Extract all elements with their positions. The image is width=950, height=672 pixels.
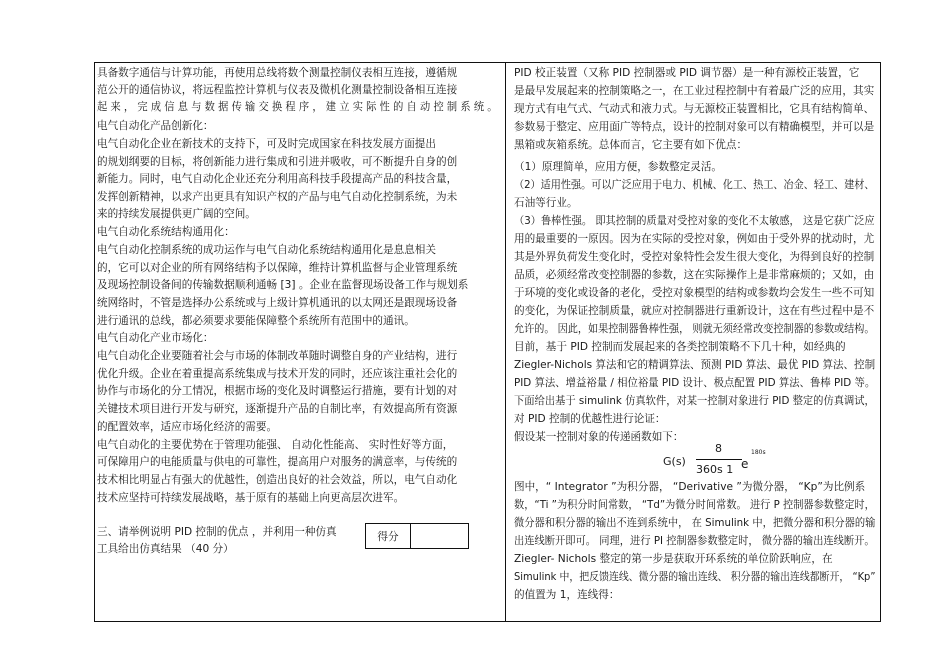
left-line: 起 来 ， 完 成 信 息 与 数 据 传 输 交 换 程 序 ， 建 立 实 际 性 的 自 动 控 制 系 统 。 bbox=[97, 101, 498, 113]
right-line: 黑箱或灰箱系统。总体而言，它主要有如下优点： bbox=[514, 139, 748, 151]
right-line: 目前，基于 PID 控制而发展起来的各类控制策略不下几十种，如经典的 bbox=[514, 341, 846, 353]
formula-lhs: G(s) bbox=[663, 455, 686, 468]
formula-numerator: 8 bbox=[715, 442, 722, 455]
left-line: 电气自动化企业在新技术的支持下，可及时完成国家在科技发展方面提出 bbox=[97, 138, 436, 150]
formula-exp-base: e bbox=[741, 457, 749, 471]
right-line: Ziegler-Nichols 算法和它的精调算法、预测 PID 算法、最优 PID 算法、控制 bbox=[514, 359, 876, 371]
left-line: 进行通讯的总线，都必须要求要能保障整个系统所有范围中的通讯。 bbox=[97, 315, 415, 327]
left-heading: 电气自动化产业市场化： bbox=[97, 332, 214, 344]
left-line: 技术应坚持可持续发展战略，基于原有的基础上向更高层次进军。 bbox=[97, 492, 405, 504]
left-line: 的，它可以对企业的所有网络结构予以保障，维持计算机监督与企业管理系统 bbox=[97, 262, 458, 274]
right-line: 品质，必须经常改变控制器的参数，这在实际操作上是非常麻烦的；又如，由 bbox=[514, 269, 875, 281]
left-line: 及现场控制设备间的传输数据顺利通畅 [3] 。企业在监督现场设备工作与规划系 bbox=[97, 279, 469, 291]
left-line: 电气自动化的主要优势在于管理功能强、 自动化性能高、 实时性好等方面， bbox=[97, 439, 454, 451]
left-line: 的规划纲要的目标，将创新能力进行集成和引进并吸收，可不断提升自身的创 bbox=[97, 156, 458, 168]
left-line: 关键技术项目进行开发与研究，逐渐提升产品的自制比率，有效提高所有资源 bbox=[97, 403, 458, 415]
left-heading: 电气自动化产品创新化： bbox=[97, 120, 214, 132]
left-line: 电气自动化控制系统的成功运作与电气自动化系统结构通用化是息息相关 bbox=[97, 244, 436, 256]
left-line: 技术相比明显占有强大的优越性，创造出良好的社会效益，所以，电气自动化 bbox=[97, 474, 458, 486]
right-line: 对 PID 控制的优越性进行论证： bbox=[514, 413, 666, 425]
right-line: 于环境的变化或设备的老化，受控对象模型的结构或参数均会发生一些不可知 bbox=[514, 287, 875, 299]
right-line: 用的最重要的一原因。因为在实际的受控对象，例如由于受外界的扰动时，尤 bbox=[514, 233, 875, 245]
right-line: 出连线断开即可。 同理，进行 PI 控制器参数整定时， 微分器的输出连线断开。 bbox=[514, 535, 875, 547]
right-line: 下面给出基于 simulink 仿真软件，对某一控制对象进行 PID 整定的仿真调试， bbox=[514, 395, 875, 407]
right-line: 现方式有电气式、气动式和液力式。与无源校正装置相比，它具有结构简单、 bbox=[514, 103, 875, 115]
score-label: 得分 bbox=[366, 524, 411, 548]
left-line: 可保障用户的电能质量与供电的可靠性，提高用户对服务的满意率，与传统的 bbox=[97, 456, 458, 468]
right-line: Simulink 中，把反馈连线、微分器的输出连线、 积分器的输出连线都断开， “Kp” bbox=[514, 571, 876, 583]
right-line: 的变化，为保证控制质量，就应对控制器进行重新设计，这在有些过程中是不 bbox=[514, 305, 875, 317]
right-list-item: （2）适用性强。可以广泛应用于电力、机械、化工、热工、冶金、轻工、建材、 bbox=[514, 179, 875, 191]
right-line: 允许的。 因此，如果控制器鲁棒性强， 则就无须经常改变控制器的参数或结构。 bbox=[514, 323, 875, 335]
formula-exp-power: 180s bbox=[751, 449, 766, 456]
right-line: PID 算法、增益裕量 / 相位裕量 PID 设计、极点配置 PID 算法、鲁棒 PID 等。 bbox=[514, 377, 876, 389]
left-line: 来的持续发展提供更广阔的空间。 bbox=[97, 208, 256, 220]
right-line: 的值置为 1，连线得： bbox=[514, 589, 620, 601]
question-title: 三、请举例说明 PID 控制的优点 ，并利用一种仿真 bbox=[97, 526, 337, 538]
left-line: 电气自动化企业要随着社会与市场的体制改革随时调整自身的产业结构，进行 bbox=[97, 350, 458, 362]
left-line: 统网络时，不管是选择办公系统或与上级计算机通讯的以太网还是跟现场设备 bbox=[97, 297, 458, 309]
left-line: 协作与市场化的分工情况，根据市场的变化及时调整运行措施，要有计划的对 bbox=[97, 385, 458, 397]
right-line: 是最早发展起来的控制策略之一，在工业过程控制中有着最广泛的应用，其实 bbox=[514, 85, 875, 97]
left-line: 范公开的通信协议，将远程监控计算机与仪表及微机化测量控制设备相互连接 bbox=[97, 84, 458, 96]
right-line: 其是外界负荷发生变化时，受控对象特性会发生很大变化，为得到良好的控制 bbox=[514, 251, 875, 263]
right-line: 数，“Ti ”为积分时间常数， “Td”为微分时间常数。 进行 P 控制器参数整定时， bbox=[514, 499, 875, 511]
right-list-item: （1）原理简单，应用方便，参数整定灵活。 bbox=[514, 161, 723, 173]
left-heading: 电气自动化系统结构通用化： bbox=[97, 226, 235, 238]
column-divider bbox=[505, 62, 506, 622]
right-line: 微分器和积分器的输出不连到系统中， 在 Simulink 中，把微分器和积分器的输 bbox=[514, 517, 876, 529]
question-subtitle: 工具给出仿真结果 （40 分） bbox=[97, 543, 234, 555]
left-line: 具备数字通信与计算功能，再使用总线将数个测量控制仪表相互连接，遵循规 bbox=[97, 67, 458, 79]
right-line: Ziegler- Nichols 整定的第一步是获取开环系统的单位阶跃响应，在 bbox=[514, 553, 833, 565]
left-line: 新能力。同时，电气自动化企业还充分利用高科技手段提高产品的科技含量， bbox=[97, 173, 458, 185]
right-list-item: （3）鲁棒性强。 即其控制的质量对受控对象的变化不太敏感， 这是它获广泛应 bbox=[514, 215, 875, 227]
fraction-bar bbox=[696, 459, 742, 460]
right-line: 石油等行业。 bbox=[514, 197, 578, 209]
left-line: 的配置效率，适应市场化经济的需要。 bbox=[97, 421, 278, 433]
right-line: 图中，“ Integrator ”为积分器， “Derivative ”为微分器， “Kp”为比例系 bbox=[514, 481, 866, 493]
score-value-field[interactable] bbox=[411, 524, 468, 548]
left-line: 优化升级。企业在着重提高系统集成与技术开发的同时，还应该注重社会化的 bbox=[97, 368, 458, 380]
right-line: PID 校正装置（又称 PID 控制器或 PID 调节器）是一种有源校正装置，它 bbox=[514, 67, 860, 79]
right-line: 参数易于整定、应用面广等特点，设计的控制对象可以有精确模型，并可以是 bbox=[514, 121, 875, 133]
formula-denominator: 360s 1 bbox=[696, 463, 734, 476]
left-line: 发挥创新精神，以求产出更具有知识产权的产品与电气自动化控制系统，为未 bbox=[97, 191, 458, 203]
score-box bbox=[365, 523, 469, 549]
right-line: 假设某一控制对象的传递函数如下： bbox=[514, 431, 684, 443]
